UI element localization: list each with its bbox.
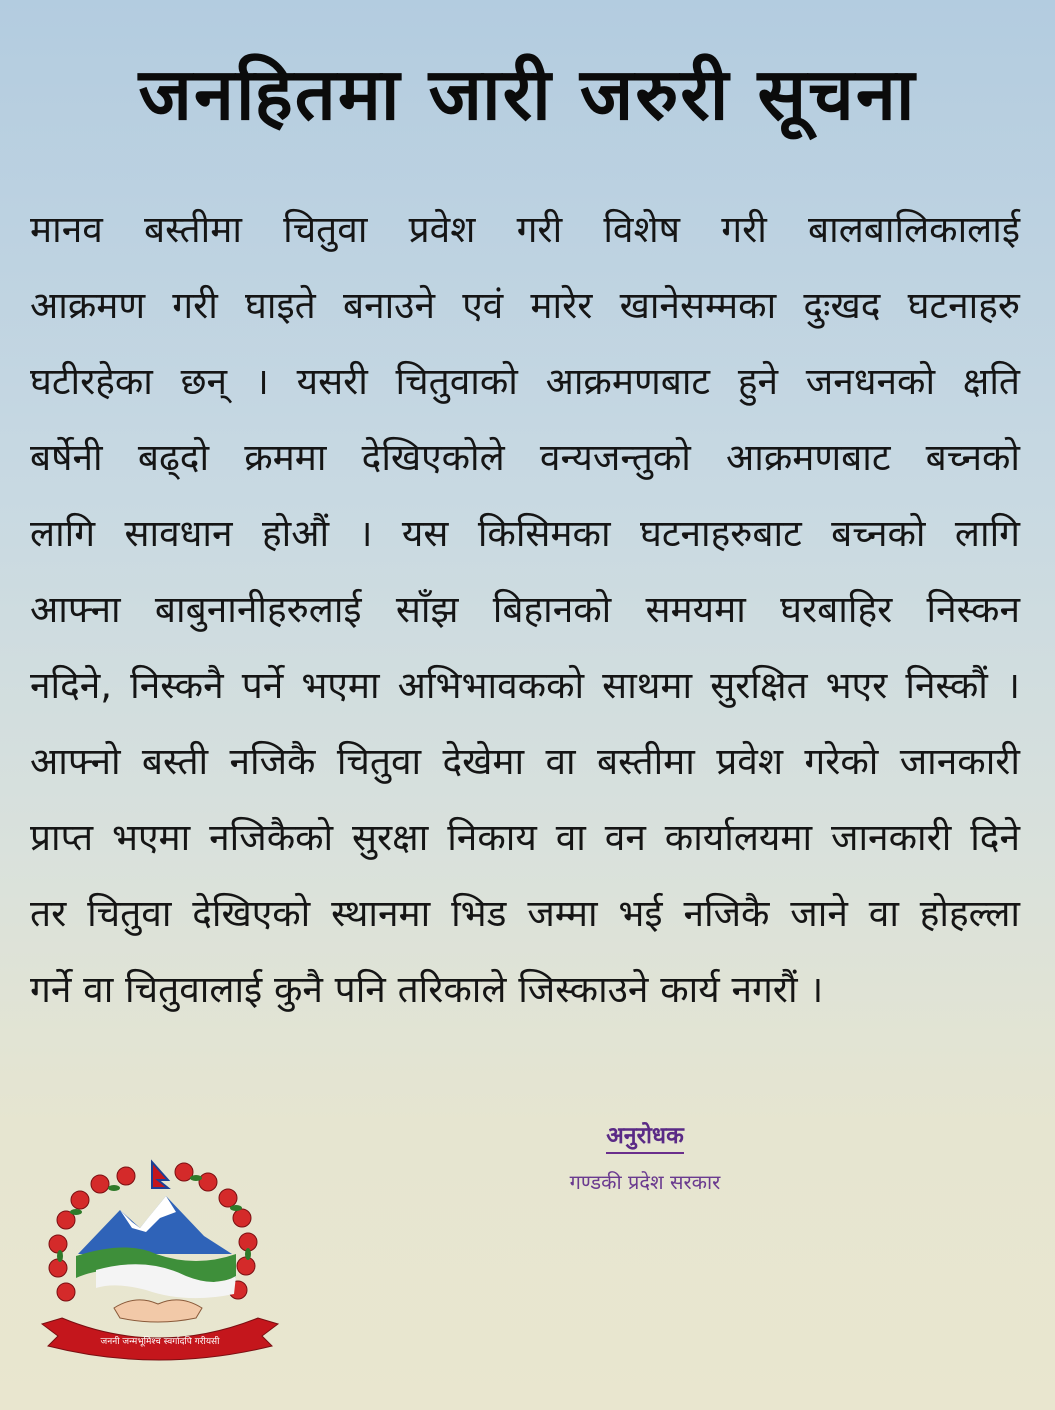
notice-line: लागि सावधान होऔं । यस किसिमका घटनाहरुबाट बच्नको लागि (30, 512, 1020, 555)
notice-body (30, 192, 1020, 1028)
notice-title: जनहितमा जारी जरुरी सूचना (138, 52, 917, 136)
notice-line: आफ्नो बस्ती नजिकै चितुवा देखेमा वा बस्तीमा प्रवेश गरेको जानकारी (30, 740, 1020, 783)
nepal-coat-of-arms-icon (36, 1158, 284, 1368)
signature-block (540, 1118, 750, 1195)
notice-line: नदिने, निस्कनै पर्ने भएमा अभिभावकको साथमा सुरक्षित भएर निस्कौं । (30, 664, 1020, 707)
notice-line: गर्ने वा चितुवालाई कुनै पनि तरिकाले जिस्काउने कार्य नगरौं । (30, 968, 824, 1011)
notice-line: आफ्ना बाबुनानीहरुलाई साँझ बिहानको समयमा घरबाहिर निस्कन (30, 588, 1020, 631)
notice-line: प्राप्त भएमा नजिकैको सुरक्षा निकाय वा वन कार्यालयमा जानकारी दिने (30, 816, 1020, 859)
emblem-motto: जननी जन्मभूमिश्च स्वर्गादपि गरीयसी (100, 1337, 220, 1347)
notice-line: तर चितुवा देखिएको स्थानमा भिड जम्मा भई नजिकै जाने वा होहल्ला (30, 892, 1020, 935)
notice-line: मानव बस्तीमा चितुवा प्रवेश गरी विशेष गरी बालबालिकालाई (30, 208, 1020, 251)
notice-line: बर्षेनी बढ्दो क्रममा देखिएकोले वन्यजन्तुको आक्रमणबाट बच्नको (30, 436, 1020, 479)
notice-line: घटीरहेका छन् । यसरी चितुवाको आक्रमणबाट हुने जनधनको क्षति (30, 360, 1020, 403)
notice-line: आक्रमण गरी घाइते बनाउने एवं मारेर खानेसम्मका दुःखद घटनाहरु (30, 284, 1020, 327)
signature-organization: गण्डकी प्रदेश सरकार (569, 1170, 721, 1194)
signature-label: अनुरोधक (606, 1118, 684, 1154)
